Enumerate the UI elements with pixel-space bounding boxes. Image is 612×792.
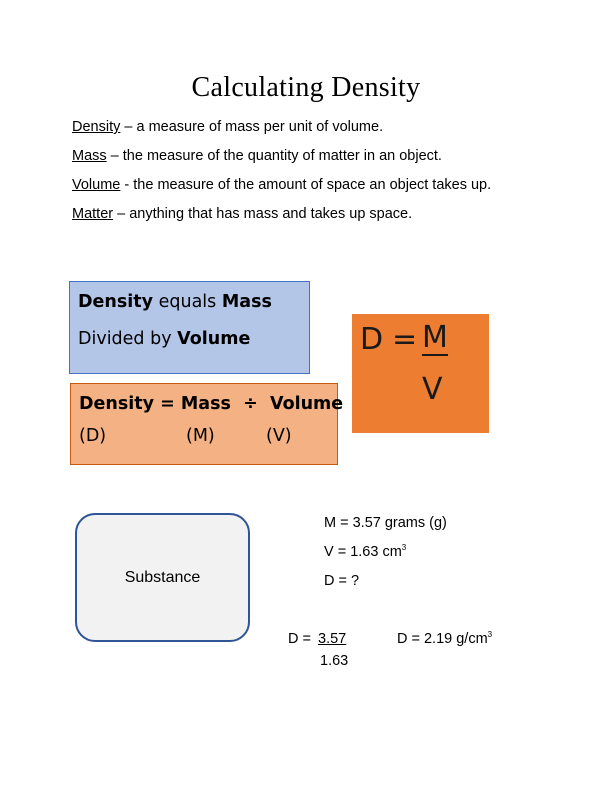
definition-text: - the measure of the amount of space an object takes up. bbox=[120, 177, 492, 193]
definition-volume bbox=[72, 175, 542, 196]
given-volume bbox=[324, 544, 406, 560]
definition-term: Volume bbox=[72, 177, 121, 193]
definition-text: – a measure of mass per unit of volume. bbox=[120, 119, 384, 135]
definition-term: Density bbox=[72, 119, 121, 135]
calc-numerator: 3.57 bbox=[318, 631, 347, 647]
hand-equals: = bbox=[392, 322, 418, 357]
definitions-list bbox=[72, 117, 542, 233]
formula-abbreviations bbox=[79, 422, 329, 450]
given-volume-text: V = 1.63 cm bbox=[324, 544, 402, 560]
calc-result-text: D = 2.19 g/cm bbox=[397, 631, 488, 647]
abbr-d: (D) bbox=[79, 426, 107, 446]
word-equals: equals bbox=[153, 292, 222, 312]
given-density: D = ? bbox=[324, 573, 360, 589]
definition-term: Matter bbox=[72, 206, 114, 222]
substance-box bbox=[75, 513, 250, 642]
density-formula: Density = Mass ÷ Volume bbox=[79, 394, 344, 414]
density-formula-box bbox=[70, 383, 344, 465]
definition-mass bbox=[72, 146, 542, 167]
calc-result bbox=[397, 631, 492, 647]
handwritten-formula-box bbox=[352, 314, 489, 433]
word-divided-by: Divided by bbox=[78, 329, 178, 349]
hand-m: M bbox=[422, 320, 448, 355]
calc-denominator: 1.63 bbox=[320, 653, 349, 669]
calc-result-exponent: 3 bbox=[487, 630, 493, 640]
abbr-m: (M) bbox=[186, 426, 215, 446]
definition-density bbox=[72, 117, 542, 138]
word-mass: Mass bbox=[221, 292, 272, 312]
word-density: Density bbox=[78, 292, 154, 312]
definition-matter bbox=[72, 204, 542, 225]
definition-text: – anything that has mass and takes up space. bbox=[113, 206, 413, 222]
density-words-box bbox=[69, 281, 310, 374]
calc-prefix: D = bbox=[288, 631, 311, 647]
given-mass: M = 3.57 grams (g) bbox=[324, 515, 447, 531]
word-volume: Volume bbox=[177, 329, 251, 349]
page-title: Calculating Density bbox=[191, 72, 421, 103]
substance-label: Substance bbox=[124, 568, 201, 586]
density-equals-mass-line bbox=[78, 288, 301, 325]
definition-text: – the measure of the quantity of matter in an object. bbox=[106, 148, 442, 164]
definition-term: Mass bbox=[72, 148, 107, 164]
divided-by-volume-line bbox=[78, 325, 301, 362]
hand-v: V bbox=[422, 372, 443, 407]
hand-d: D bbox=[360, 322, 384, 357]
abbr-v: (V) bbox=[266, 426, 292, 446]
given-volume-exponent: 3 bbox=[401, 543, 407, 553]
